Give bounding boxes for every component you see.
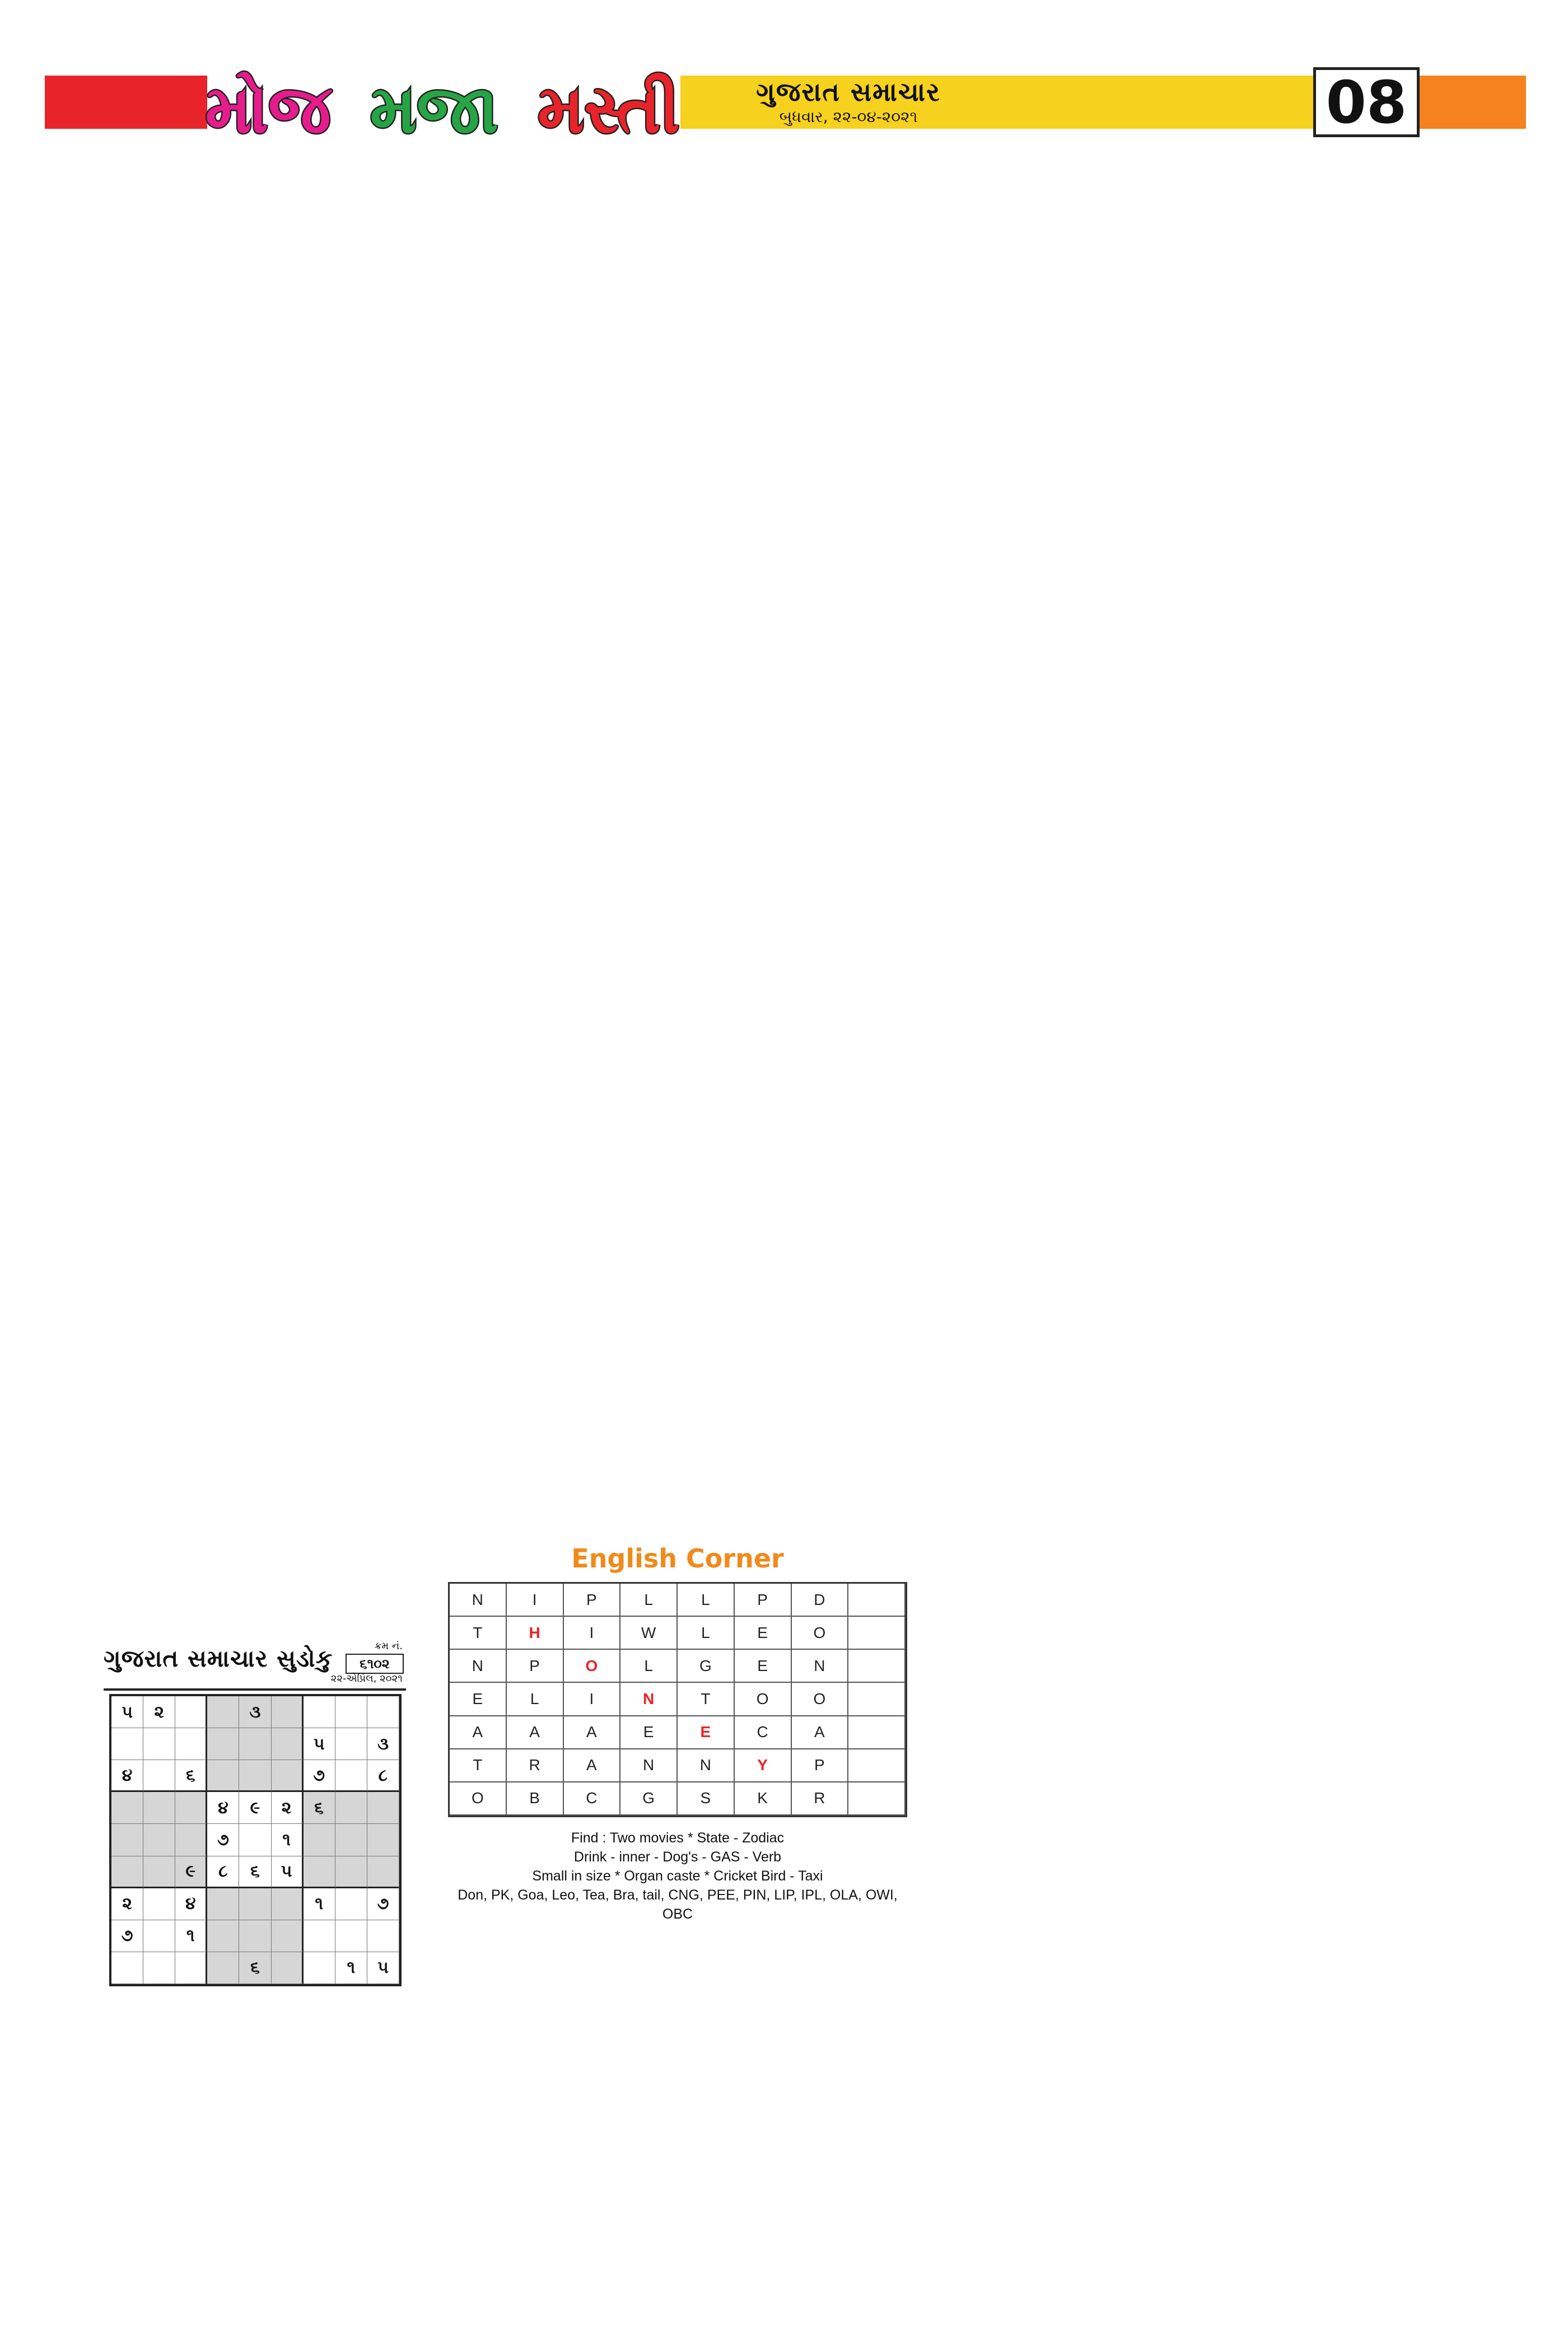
- sudoku-cell[interactable]: [367, 1824, 399, 1856]
- word-search-grid: [448, 1582, 907, 1817]
- sudoku-number: ૬૧૦૨: [346, 1654, 404, 1674]
- word-search-cell: T: [450, 1749, 507, 1782]
- word-search-cell: [848, 1617, 906, 1650]
- word-search-cell: E: [735, 1650, 792, 1683]
- sudoku-cell[interactable]: ૫: [272, 1856, 304, 1888]
- word-search-cell: L: [620, 1650, 678, 1683]
- sudoku-cell[interactable]: [335, 1792, 367, 1824]
- word-search-cell: R: [792, 1782, 849, 1816]
- sudoku-cell[interactable]: [175, 1792, 207, 1824]
- word-search-cell: O: [735, 1683, 792, 1716]
- word-search-cell: G: [620, 1782, 678, 1816]
- word-search-cell: [848, 1650, 906, 1683]
- sudoku-cell[interactable]: [175, 1728, 207, 1760]
- masthead-brand: [205, 67, 680, 151]
- word-search-cell: L: [507, 1683, 564, 1716]
- sudoku-cell[interactable]: [111, 1792, 143, 1824]
- word-search-cell: Y: [735, 1749, 792, 1782]
- masthead-paper-band: [680, 76, 1313, 129]
- english-corner-title: English Corner: [571, 1543, 784, 1574]
- sudoku-cell[interactable]: ૯: [239, 1792, 271, 1824]
- sudoku-cell[interactable]: [143, 1920, 175, 1952]
- word-search-cell: [848, 1584, 906, 1617]
- sudoku-cell[interactable]: ૭: [367, 1888, 399, 1920]
- word-search-cell: [848, 1749, 906, 1782]
- word-search-cell: [848, 1683, 906, 1716]
- word-search-cell: [848, 1782, 906, 1816]
- word-search-cell: N: [450, 1650, 507, 1683]
- sudoku-cell[interactable]: [367, 1856, 399, 1888]
- sudoku-cell[interactable]: [207, 1952, 239, 1984]
- sudoku-cell[interactable]: [304, 1920, 335, 1952]
- word-search-cell: N: [450, 1584, 507, 1617]
- masthead-red-strip: [45, 76, 207, 129]
- sudoku-cell[interactable]: [111, 1824, 143, 1856]
- sudoku-cell[interactable]: ૩: [239, 1696, 271, 1728]
- word-search-cell: C: [735, 1716, 792, 1749]
- brand-word: મસ્તી: [537, 71, 680, 148]
- word-search-clues: [448, 1828, 907, 1924]
- sudoku-cell[interactable]: ૪: [111, 1760, 143, 1792]
- word-search-cell: E: [735, 1617, 792, 1650]
- sudoku-cell[interactable]: [367, 1696, 399, 1728]
- sudoku-cell[interactable]: [207, 1760, 239, 1792]
- sudoku-grid: [109, 1694, 402, 1986]
- sudoku-cell[interactable]: [143, 1824, 175, 1856]
- sudoku-cell[interactable]: [272, 1920, 304, 1952]
- word-search-cell: O: [792, 1617, 849, 1650]
- sudoku-cell[interactable]: ૮: [207, 1856, 239, 1888]
- sudoku-cell[interactable]: ૧: [335, 1952, 367, 1984]
- sudoku-cell[interactable]: [143, 1728, 175, 1760]
- word-search-cell: G: [678, 1650, 735, 1683]
- sudoku-cell[interactable]: [272, 1696, 304, 1728]
- word-search-cell: N: [678, 1749, 735, 1782]
- sudoku-cell[interactable]: ૭: [111, 1920, 143, 1952]
- sudoku-cell[interactable]: [335, 1824, 367, 1856]
- word-search-cell: P: [564, 1584, 621, 1617]
- word-search-cell: S: [678, 1782, 735, 1816]
- sudoku-cell[interactable]: [207, 1888, 239, 1920]
- sudoku-cell[interactable]: ૭: [304, 1760, 335, 1792]
- sudoku-cell[interactable]: ૭: [207, 1824, 239, 1856]
- word-search-cell: H: [507, 1617, 564, 1650]
- sudoku-cell[interactable]: [367, 1792, 399, 1824]
- sudoku-cell[interactable]: [304, 1696, 335, 1728]
- sudoku-header: [104, 1638, 406, 1691]
- sudoku-date: ૨૨-એપ્રિલ, ૨૦૨૧: [330, 1673, 403, 1684]
- word-search-cell: A: [564, 1749, 621, 1782]
- issue-date: બુધવાર, ૨૨-૦૪-૨૦૨૧: [779, 108, 918, 126]
- sudoku-cell[interactable]: ૬: [175, 1760, 207, 1792]
- word-search-cell: B: [507, 1782, 564, 1816]
- sudoku-cell[interactable]: [239, 1728, 271, 1760]
- word-search-clue: Drink - inner - Dog's - GAS - Verb: [573, 1849, 782, 1865]
- sudoku-cell[interactable]: [143, 1856, 175, 1888]
- sudoku-cell[interactable]: [143, 1792, 175, 1824]
- sudoku-cell[interactable]: [304, 1824, 335, 1856]
- sudoku-cell[interactable]: ૬: [304, 1792, 335, 1824]
- paper-name: ગુજરાત સમાચાર: [756, 77, 941, 107]
- sudoku-cell[interactable]: ૪: [207, 1792, 239, 1824]
- word-search-cell: W: [620, 1617, 678, 1650]
- sudoku-cell[interactable]: [207, 1920, 239, 1952]
- word-search-cell: I: [564, 1683, 621, 1716]
- word-search-cell: O: [564, 1650, 621, 1683]
- word-search-cell: K: [735, 1782, 792, 1816]
- sudoku-cell[interactable]: [143, 1888, 175, 1920]
- sudoku-cell[interactable]: [143, 1760, 175, 1792]
- sudoku-cell[interactable]: [239, 1824, 271, 1856]
- sudoku-cell[interactable]: ૬: [239, 1856, 271, 1888]
- word-search-cell: E: [620, 1716, 678, 1749]
- word-search-cell: E: [450, 1683, 507, 1716]
- word-search-cell: A: [792, 1716, 849, 1749]
- sudoku-cell[interactable]: ૯: [175, 1856, 207, 1888]
- word-search-cell: D: [792, 1584, 849, 1617]
- sudoku-cell[interactable]: ૫: [111, 1696, 143, 1728]
- sudoku-cell[interactable]: [111, 1856, 143, 1888]
- sudoku-cell[interactable]: [304, 1856, 335, 1888]
- word-search-cell: N: [620, 1749, 678, 1782]
- sudoku-cell[interactable]: [272, 1728, 304, 1760]
- word-search-cell: P: [507, 1650, 564, 1683]
- word-search-cell: R: [507, 1749, 564, 1782]
- sudoku-cell[interactable]: [239, 1888, 271, 1920]
- word-search-cell: C: [564, 1782, 621, 1816]
- sudoku-cell[interactable]: [111, 1952, 143, 1984]
- word-search-cell: A: [564, 1716, 621, 1749]
- sudoku-cell[interactable]: ૧: [304, 1888, 335, 1920]
- sudoku-title: ગુજરાત સમાચાર સુડોકુ: [104, 1645, 333, 1672]
- sudoku-cell[interactable]: [335, 1728, 367, 1760]
- word-search-cell: T: [678, 1683, 735, 1716]
- sudoku-cell[interactable]: ૧: [175, 1920, 207, 1952]
- word-search-cell: A: [450, 1716, 507, 1749]
- sudoku-cell[interactable]: [272, 1760, 304, 1792]
- word-search-cell: L: [678, 1617, 735, 1650]
- masthead-orange-strip: [1420, 76, 1526, 129]
- sudoku-cell[interactable]: [143, 1952, 175, 1984]
- word-search-cell: N: [792, 1650, 849, 1683]
- brand-word: મજા: [370, 71, 498, 148]
- sudoku-cell[interactable]: ૪: [175, 1888, 207, 1920]
- word-search-cell: L: [620, 1584, 678, 1617]
- sudoku-number-label: ક્રમ નં.: [374, 1640, 403, 1652]
- word-search-cell: A: [507, 1716, 564, 1749]
- sudoku-cell[interactable]: ૫: [304, 1728, 335, 1760]
- word-search-cell: L: [678, 1584, 735, 1617]
- word-search-clue: Small in size * Organ caste * Cricket Bird - Taxi: [532, 1868, 823, 1884]
- sudoku-cell[interactable]: ૨: [111, 1888, 143, 1920]
- sudoku-cell[interactable]: [175, 1824, 207, 1856]
- sudoku-cell[interactable]: ૬: [239, 1952, 271, 1984]
- word-search-cell: P: [735, 1584, 792, 1617]
- sudoku-cell[interactable]: [335, 1888, 367, 1920]
- sudoku-cell[interactable]: ૧: [272, 1824, 304, 1856]
- sudoku-cell[interactable]: [272, 1952, 304, 1984]
- sudoku-cell[interactable]: ૨: [143, 1696, 175, 1728]
- word-search-cell: O: [792, 1683, 849, 1716]
- sudoku-cell[interactable]: ૮: [367, 1760, 399, 1792]
- sudoku-cell[interactable]: ૫: [367, 1952, 399, 1984]
- word-search-cell: O: [450, 1782, 507, 1816]
- sudoku-cell[interactable]: [207, 1696, 239, 1728]
- word-search-cell: [848, 1716, 906, 1749]
- sudoku-cell[interactable]: [111, 1728, 143, 1760]
- sudoku-cell[interactable]: [207, 1728, 239, 1760]
- word-search-cell: N: [620, 1683, 678, 1716]
- page-number: 08: [1313, 67, 1420, 137]
- sudoku-cell[interactable]: [272, 1888, 304, 1920]
- sudoku-cell[interactable]: [239, 1920, 271, 1952]
- word-search-clue: Don, PK, Goa, Leo, Tea, Bra, tail, CNG, PEE, PIN, LIP, IPL, OLA, OWI, OBC: [458, 1887, 898, 1922]
- sudoku-cell[interactable]: [335, 1920, 367, 1952]
- sudoku-cell[interactable]: ૨: [272, 1792, 304, 1824]
- sudoku-cell[interactable]: [335, 1760, 367, 1792]
- word-search-cell: E: [678, 1716, 735, 1749]
- word-search-cell: I: [507, 1584, 564, 1617]
- brand-word: મોજ: [205, 71, 331, 148]
- sudoku-cell[interactable]: [304, 1952, 335, 1984]
- sudoku-cell[interactable]: ૩: [367, 1728, 399, 1760]
- word-search-clue: Find : Two movies * State - Zodiac: [571, 1830, 785, 1846]
- sudoku-cell[interactable]: [239, 1760, 271, 1792]
- sudoku-cell[interactable]: [335, 1696, 367, 1728]
- sudoku-cell[interactable]: [175, 1952, 207, 1984]
- sudoku-cell[interactable]: [335, 1856, 367, 1888]
- word-search-cell: P: [792, 1749, 849, 1782]
- word-search-cell: I: [564, 1617, 621, 1650]
- sudoku-cell[interactable]: [175, 1696, 207, 1728]
- word-search-cell: T: [450, 1617, 507, 1650]
- sudoku-cell[interactable]: [367, 1920, 399, 1952]
